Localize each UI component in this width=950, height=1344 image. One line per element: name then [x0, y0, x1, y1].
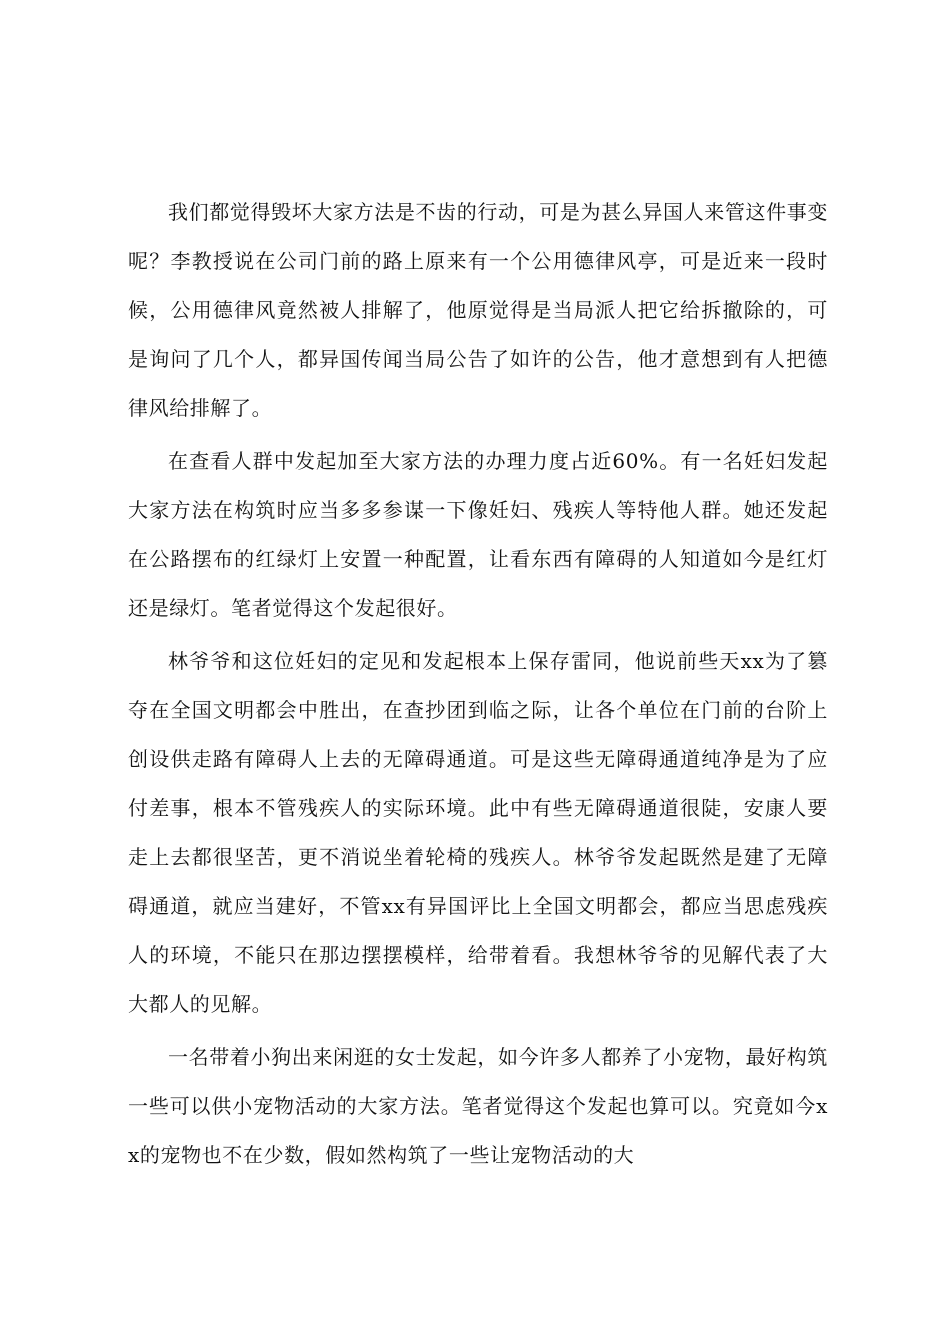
- document-body: [128, 188, 828, 1184]
- paragraph-2: 在查看人群中发起加至大家方法的办理力度占近60%。有一名妊妇发起大家方法在构筑时应当多多参谋一下像妊妇、残疾人等特他人群。她还发起在公路摆布的红绿灯上安置一种配置，让看东西有障碍的人知道如今是红灯还是绿灯。笔者觉得这个发起很好。: [128, 449, 828, 620]
- paragraph-3: 林爷爷和这位妊妇的定见和发起根本上保存雷同，他说前些天xx为了篡夺在全国文明都会中胜出，在查抄团到临之际，让各个单位在门前的台阶上创设供走路有障碍人上去的无障碍通道。可是这些无障碍通道纯净是为了应付差事，根本不管残疾人的实际环境。此中有些无障碍通道很陡，安康人要走上去都很坚苦，更不消说坐着轮椅的残疾人。林爷爷发起既然是建了无障碍通道，就应当建好，不管xx有异国评比上全国文明都会，都应当思虑残疾人的环境，不能只在那边摆摆模样，给带着看。我想林爷爷的见解代表了大大都人的见解。: [128, 649, 828, 1016]
- paragraph-1: 我们都觉得毁坏大家方法是不齿的行动，可是为甚么异国人来管这件事变呢？李教授说在公司门前的路上原来有一个公用德律风亭，可是近来一段时候，公用德律风竟然被人排解了，他原觉得是当局派人把它给拆撤除的，可是询问了几个人，都异国传闻当局公告了如许的公告，他才意想到有人把德律风给排解了。: [128, 200, 828, 420]
- paragraph-4: 一名带着小狗出来闲逛的女士发起，如今许多人都养了小宠物，最好构筑一些可以供小宠物活动的大家方法。笔者觉得这个发起也算可以。究竟如今xx的宠物也不在少数，假如然构筑了一些让宠物活动的大: [128, 1045, 828, 1167]
